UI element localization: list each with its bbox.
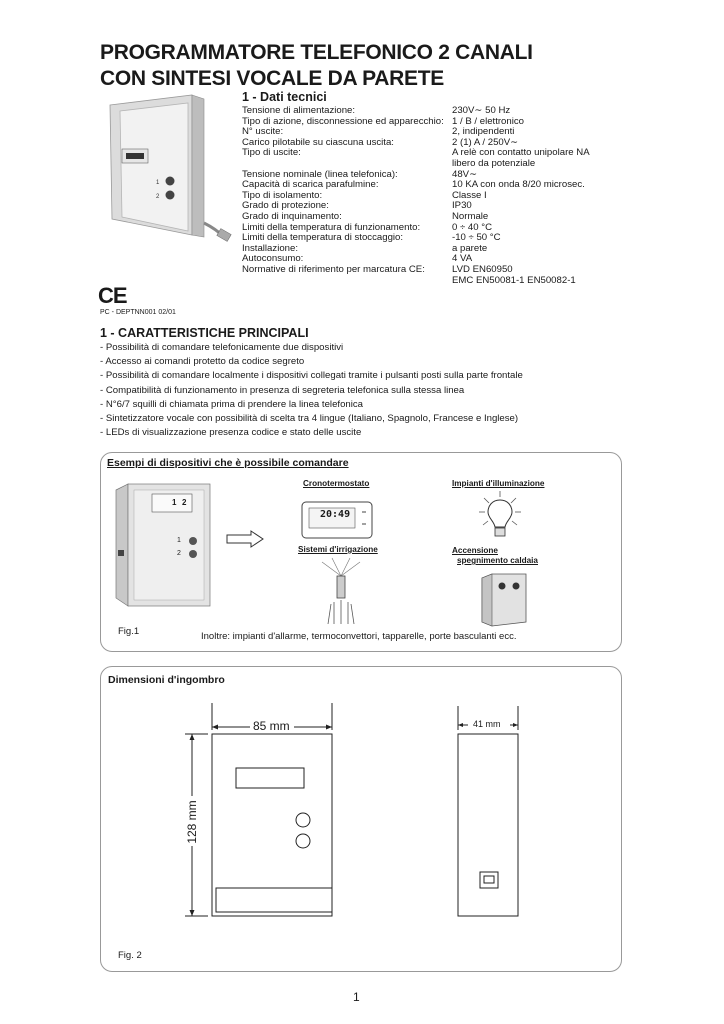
product-photo (100, 93, 236, 253)
spec-label (242, 276, 452, 287)
side-view-outline (458, 734, 518, 916)
spec-label: Autoconsumo: (242, 253, 304, 265)
spec-value: 0 ÷ 40 °C (452, 221, 493, 233)
device-digit-2-button: 2 (177, 550, 181, 557)
spec-label: Tipo di azione, disconnessione ed apparecchio: (242, 115, 444, 127)
thermostat-icon (300, 500, 376, 542)
spec-value: Normale (452, 210, 489, 222)
spec-value: 230V∼ 50 Hz (452, 105, 511, 116)
dimensions-heading: Dimensioni d'ingombro (108, 674, 225, 686)
spec-row (242, 276, 612, 287)
spec-value: 2 (1) A / 250V∼ (452, 136, 519, 148)
spec-value: a parete (452, 242, 488, 254)
spec-row (242, 117, 612, 128)
spec-value: IP30 (452, 200, 472, 212)
device-digit-2: 2 (182, 498, 187, 507)
spec-value: Classe I (452, 189, 487, 201)
fig2-label: Fig. 2 (118, 950, 142, 961)
boiler-label-1: Accensione (452, 546, 498, 555)
spec-label: Tipo di uscite: (242, 147, 301, 159)
boiler-label-2: spegnimento caldaia (457, 556, 538, 565)
irrigation-label: Sistemi d'irrigazione (298, 545, 378, 554)
document-code: PC - DEPTNN001 02/01 (100, 309, 176, 316)
spec-value: EMC EN50081-1 EN50082-1 (452, 274, 576, 286)
svg-text:1: 1 (156, 180, 160, 186)
page-number: 1 (353, 990, 360, 1004)
sprinkler-icon (316, 556, 366, 626)
fig1-label: Fig.1 (118, 626, 140, 637)
features-heading: 1 - CARATTERISTICHE PRINCIPALI (100, 326, 309, 340)
device-digit-1-button: 1 (177, 537, 181, 544)
list-item: - Possibilità di comandare localmente i dispositivi collegati tramite i pulsanti posti sulla parte frontale (100, 370, 523, 382)
spec-label: Installazione: (242, 242, 298, 254)
spec-value: 4 VA (452, 253, 473, 265)
list-item: - LEDs di visualizzazione presenza codice e stato delle uscite (100, 427, 362, 439)
device-illustration (108, 480, 218, 610)
dimension-drawing (170, 698, 540, 930)
spec-row (242, 159, 612, 170)
spec-row (242, 212, 612, 223)
list-item: - Possibilità di comandare telefonicamente due dispositivi (100, 342, 344, 353)
title-line-2: CON SINTESI VOCALE DA PARETE (100, 67, 444, 90)
spec-label: Capacità di scarica parafulmine: (242, 179, 379, 191)
spec-label: Grado di inquinamento: (242, 210, 342, 222)
specs-heading: 1 - Dati tecnici (242, 90, 327, 104)
examples-note: Inoltre: impianti d'allarme, termoconvettori, tapparelle, porte basculanti ecc. (201, 631, 517, 642)
boiler-switch-icon (478, 572, 528, 628)
spec-value: A relè con contatto unipolare NA (452, 147, 590, 159)
spec-label: Limiti della temperatura di stoccaggio: (242, 232, 404, 244)
spec-label: N° uscite: (242, 126, 284, 138)
title-line-1: PROGRAMMATORE TELEFONICO 2 CANALI (100, 41, 533, 64)
bottom-cover (216, 888, 332, 912)
spec-value: LVD EN60950 (452, 263, 513, 275)
spec-label: Tensione nominale (linea telefonica): (242, 168, 398, 180)
light-bulb-icon (478, 490, 522, 542)
list-item: - Compatibilità di funzionamento in presenza di segreteria telefonica sulla stessa linea (100, 384, 465, 396)
thermostat-display: 20:49 (320, 509, 351, 520)
device-digit-1: 1 (172, 498, 177, 507)
spec-label: Grado di protezione: (242, 200, 329, 212)
button-1 (296, 813, 310, 827)
spec-label (242, 159, 452, 170)
specs-table (242, 106, 612, 286)
front-view-outline (212, 734, 332, 916)
list-item: - N°6/7 squilli di chiamata prima di prendere la linea telefonica (100, 398, 364, 410)
spec-label: Normative di riferimento per marcatura CE: (242, 263, 425, 275)
page-title (100, 40, 660, 92)
spec-label: Limiti della temperatura di funzionamento: (242, 221, 421, 233)
spec-value: 48V∼ (452, 168, 478, 180)
depth-dimension-label: 41 mm (473, 719, 501, 729)
list-item: - Accesso ai comandi protetto da codice segreto (100, 356, 305, 368)
svg-text:2: 2 (156, 194, 160, 200)
spec-value: 2, indipendenti (452, 126, 515, 138)
height-dimension-label: 128 mm (185, 800, 199, 844)
spec-label: Tensione di alimentazione: (242, 105, 356, 116)
spec-value: 1 / B / elettronico (452, 115, 524, 127)
spec-label: Carico pilotabile su ciascuna uscita: (242, 136, 394, 148)
spec-label: Tipo di isolamento: (242, 189, 323, 201)
list-item: - Sintetizzatore vocale con possibilità di scelta tra 4 lingue (Italiano, Spagnolo, Francese e Inglese) (100, 413, 519, 425)
spec-row (242, 265, 612, 276)
spec-value: 10 KA con onda 8/20 microsec. (452, 179, 585, 191)
phone-socket (480, 872, 498, 888)
spec-value: -10 ÷ 50 °C (452, 232, 501, 244)
thermostat-label: Cronotermostato (303, 479, 370, 488)
spec-row (242, 106, 612, 117)
width-dimension-label: 85 mm (253, 719, 290, 733)
arrow-right-icon (225, 530, 265, 548)
spec-value: libero da potenziale (452, 157, 536, 169)
ce-mark: CE (98, 283, 127, 308)
button-2 (296, 834, 310, 848)
lighting-label: Impianti d'illuminazione (452, 479, 545, 488)
examples-heading: Esempi di dispositivi che è possibile comandare (107, 457, 349, 469)
spec-row (242, 148, 612, 159)
features-list (100, 341, 523, 440)
display-window (236, 768, 304, 788)
